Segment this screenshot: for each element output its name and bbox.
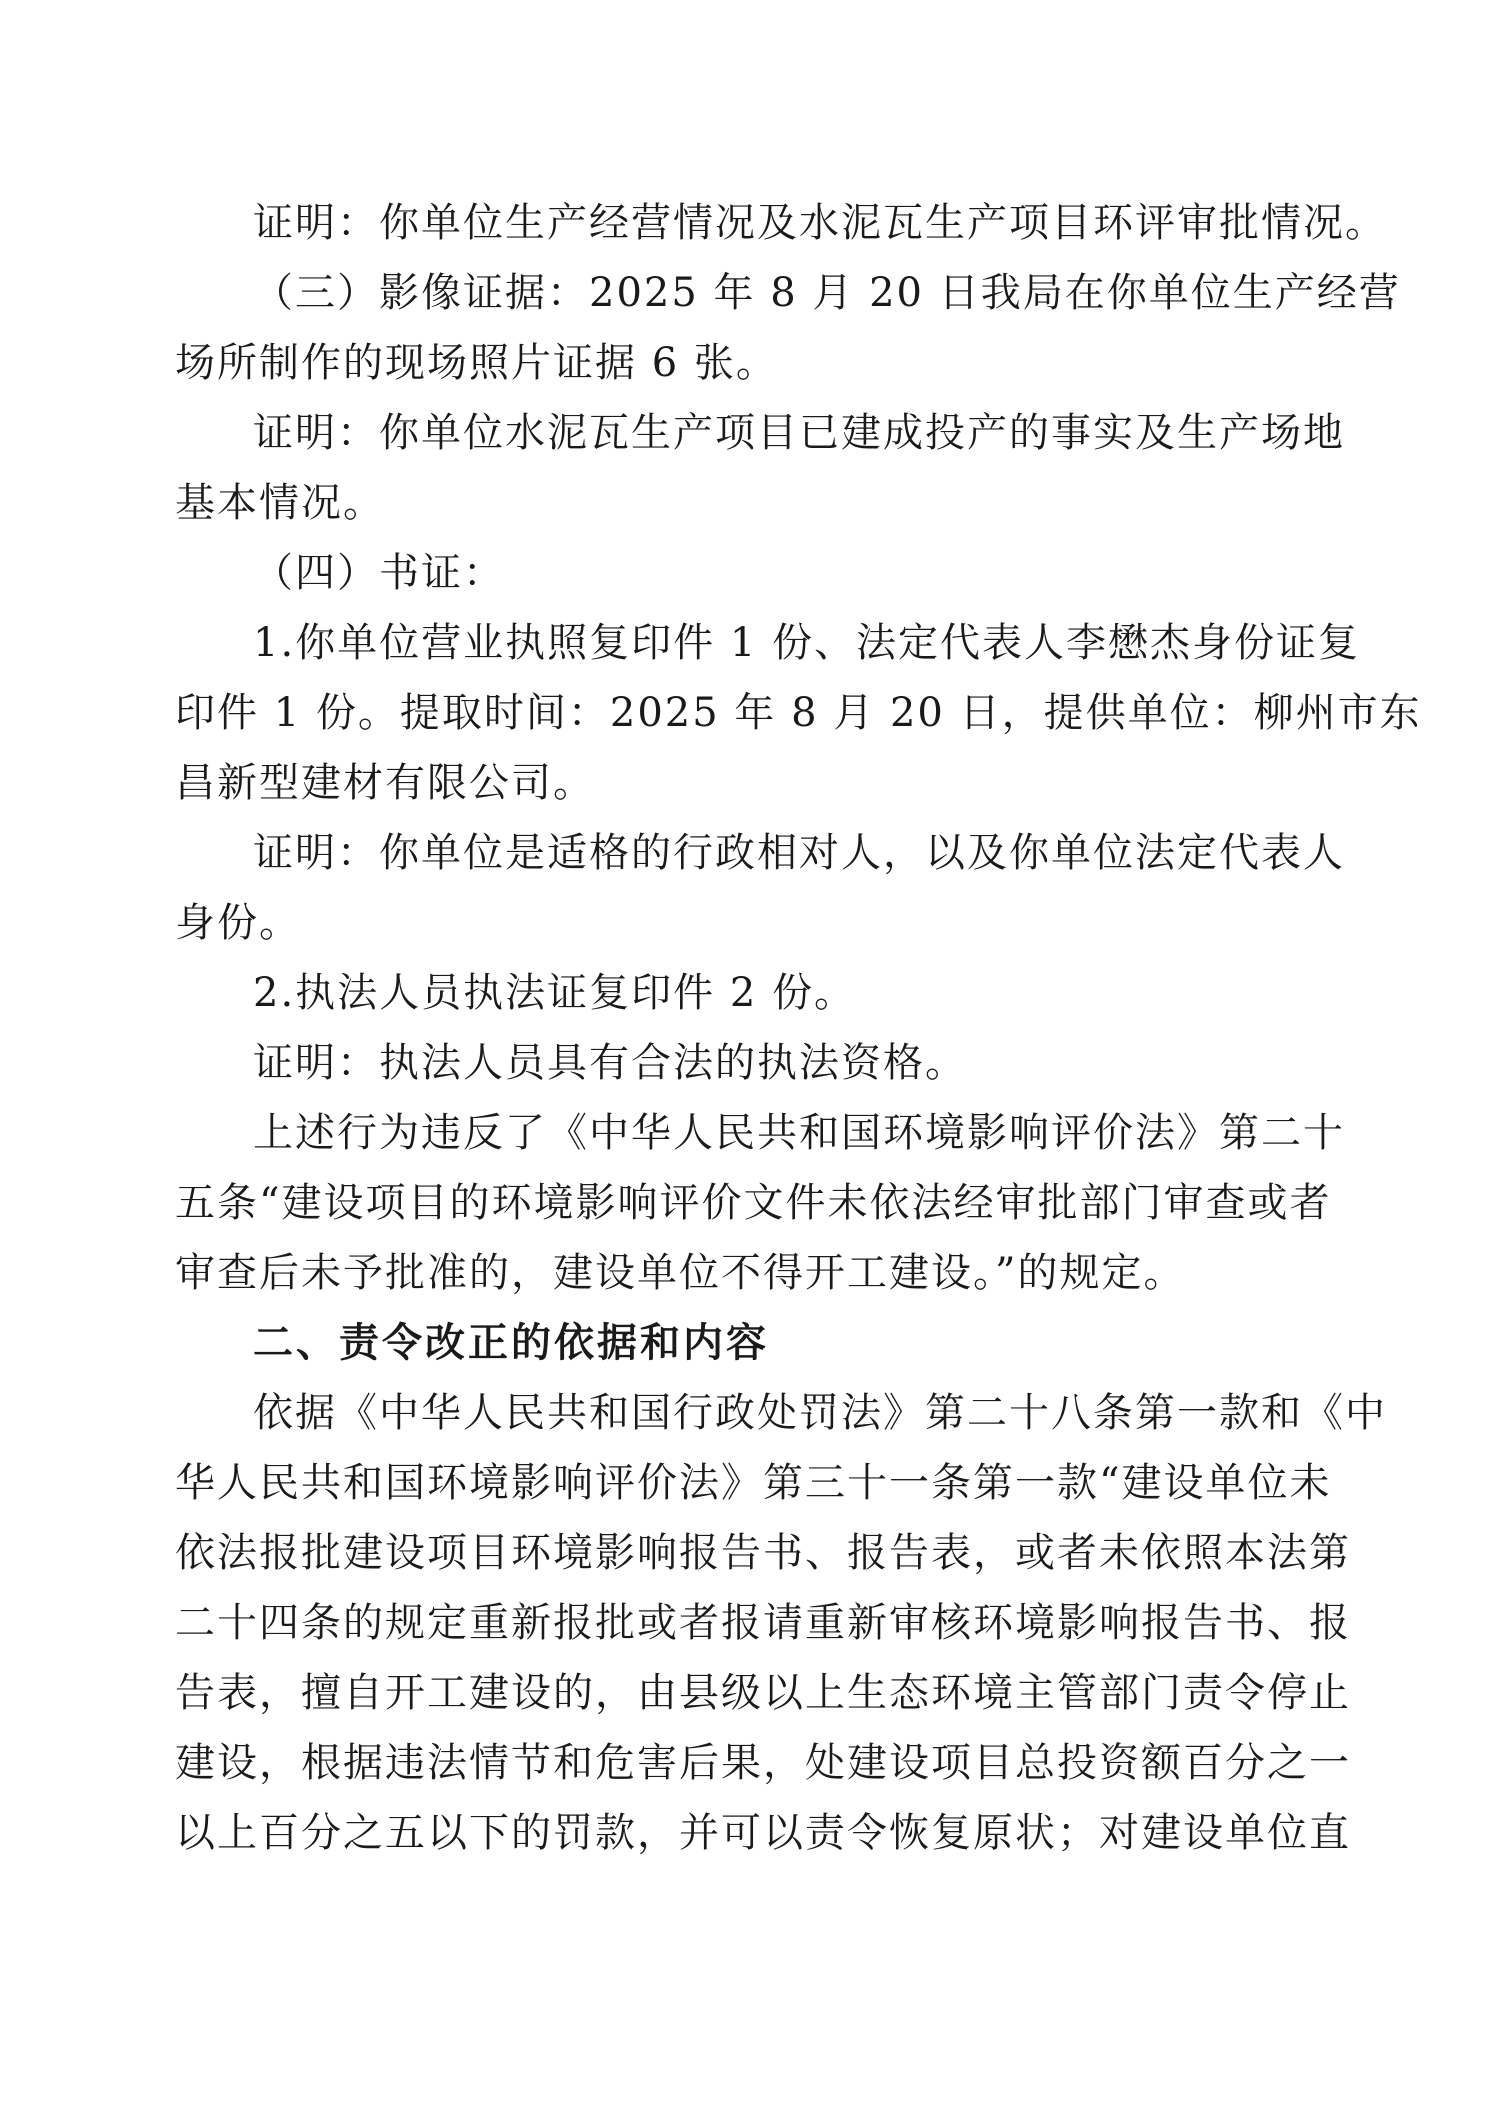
text-line: 场所制作的现场照片证据 6 张。 — [175, 340, 778, 386]
text-line: 1.你单位营业执照复印件 1 份、法定代表人李懋杰身份证复 — [253, 620, 1361, 666]
text-line: 证明：你单位水泥瓦生产项目已建成投产的事实及生产场地 — [253, 410, 1345, 456]
text-line: 以上百分之五以下的罚款，并可以责令恢复原状；对建设单位直 — [175, 1810, 1351, 1856]
text-line: （四）书证： — [253, 550, 505, 596]
text-line: 昌新型建材有限公司。 — [175, 760, 595, 806]
text-line: 华人民共和国环境影响评价法》第三十一条第一款“建设单位未 — [175, 1460, 1332, 1506]
section-heading: 二、责令改正的依据和内容 — [253, 1320, 769, 1366]
text-line: 基本情况。 — [175, 480, 385, 526]
text-line: 二十四条的规定重新报批或者报请重新审核环境影响报告书、报 — [175, 1600, 1351, 1646]
text-line: 证明：执法人员具有合法的执法资格。 — [253, 1040, 967, 1086]
text-line: 审查后未予批准的，建设单位不得开工建设。”的规定。 — [175, 1250, 1186, 1296]
text-line: 告表，擅自开工建设的，由县级以上生态环境主管部门责令停止 — [175, 1670, 1351, 1716]
text-line: 依法报批建设项目环境影响报告书、报告表，或者未依照本法第 — [175, 1530, 1351, 1576]
text-line: （三）影像证据：2025 年 8 月 20 日我局在你单位生产经营 — [253, 270, 1401, 316]
text-line: 上述行为违反了《中华人民共和国环境影响评价法》第二十 — [253, 1110, 1345, 1156]
text-line: 证明：你单位生产经营情况及水泥瓦生产项目环评审批情况。 — [253, 200, 1387, 246]
text-line: 2.执法人员执法证复印件 2 份。 — [253, 970, 857, 1016]
text-line: 身份。 — [175, 900, 301, 946]
text-line: 建设，根据违法情节和危害后果，处建设项目总投资额百分之一 — [175, 1740, 1351, 1786]
text-line: 印件 1 份。提取时间：2025 年 8 月 20 日，提供单位：柳州市东 — [175, 690, 1422, 736]
text-line: 五条“建设项目的环境影响评价文件未依法经审批部门审查或者 — [175, 1180, 1332, 1226]
text-line: 证明：你单位是适格的行政相对人，以及你单位法定代表人 — [253, 830, 1345, 876]
text-line: 依据《中华人民共和国行政处罚法》第二十八条第一款和《中 — [253, 1390, 1387, 1436]
